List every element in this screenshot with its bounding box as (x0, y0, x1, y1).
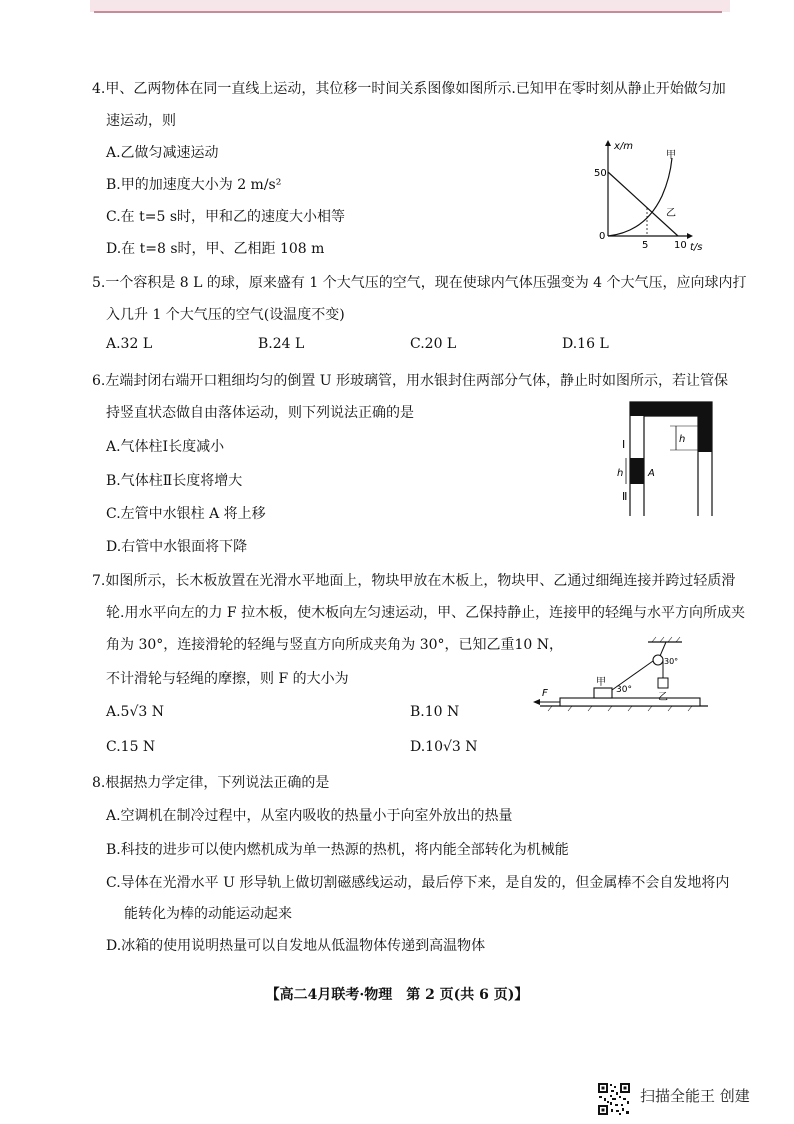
q8-option-d: D.冰箱的使用说明热量可以自发地从低温物体传递到高温物体 (106, 938, 486, 954)
q7-label-f: F (542, 688, 548, 699)
q7-option-d: D.10√3 N (410, 739, 478, 755)
q6-label-I: Ⅰ (622, 438, 626, 451)
q8-option-b: B.科技的进步可以使内燃机成为单一热源的热机，将内能全部转化为机械能 (106, 842, 569, 858)
q4-xt-graph (590, 136, 703, 254)
q8-option-c-line-2: 能转化为棒的动能运动起来 (124, 906, 292, 922)
q5-option-c: C.20 L (410, 336, 457, 352)
q7-option-c: C.15 N (106, 739, 156, 755)
q7-stem-line-2: 轮.用水平向左的力 F 拉木板，使木板向左匀速运动，甲、乙保持静止，连接甲的轻绳与水平方向所成夹 (106, 605, 746, 621)
q6-option-d: D.右管中水银面将下降 (106, 539, 248, 555)
q6-u-tube-figure (614, 396, 718, 518)
q4-y-axis-label: x/m (614, 141, 634, 152)
q6-mercury-top (630, 402, 712, 416)
q8-stem: 8.根据热力学定律，下列说法正确的是 (92, 775, 330, 791)
q7-block-yi (658, 678, 668, 688)
q8-option-a: A.空调机在制冷过程中，从室内吸收的热量小于向室外放出的热量 (106, 808, 513, 824)
q5-stem-line-1: 5.一个容积是 8 L 的球，原来盛有 1 个大气压的空气，现在使球内气体压强变为 4 个大气压，应向球内打 (92, 275, 747, 291)
q4-label-jia: 甲 (666, 150, 676, 161)
q6-label-II: Ⅱ (622, 490, 628, 503)
q7-stem-line-1: 7.如图所示，长木板放置在光滑水平地面上，物块甲放在木板上，物块甲、乙通过细绳连接并跨过轻质滑 (92, 573, 736, 589)
q4-option-b: B.甲的加速度大小为 2 m/s² (106, 177, 282, 193)
q6-stem-line-2: 持竖直状态做自由落体运动，则下列说法正确的是 (106, 405, 414, 421)
q4-stem-line-2: 速运动，则 (106, 113, 176, 129)
q7-label-yi: 乙 (658, 692, 668, 703)
q7-pulley (653, 655, 663, 665)
q7-stem-line-3: 角为 30°，连接滑轮的轻绳与竖直方向所成夹角为 30°，已知乙重10 N， (106, 637, 564, 653)
q6-label-h-left: h (617, 468, 624, 479)
q8-option-c-line-1: C.导体在光滑水平 U 形导轨上做切割磁感线运动，最后停下来，是自发的，但金属棒不会自发地将内 (106, 875, 730, 891)
q4-x-tick-5: 5 (642, 240, 649, 251)
q7-block-jia (594, 688, 612, 698)
q6-mercury-a (630, 458, 644, 484)
q6-mercury-right (698, 416, 712, 452)
q5-option-a: A.32 L (106, 336, 153, 352)
page-footer: 【高二4月联考·物理 第 2 页(共 6 页)】 (265, 987, 529, 1003)
q4-x-axis-label: t/s (690, 242, 703, 253)
q6-option-b: B.气体柱Ⅱ长度将增大 (106, 473, 243, 489)
q4-option-c: C.在 t=5 s时，甲和乙的速度大小相等 (106, 209, 346, 225)
q7-label-jia: 甲 (596, 677, 606, 688)
q7-option-a: A.5√3 N (106, 704, 164, 720)
q7-angle-pulley: 30° (664, 657, 679, 666)
q5-option-d: D.16 L (562, 336, 609, 352)
q6-label-A: A (648, 468, 655, 479)
q4-option-a: A.乙做匀减速运动 (106, 145, 219, 161)
q4-option-d: D.在 t=8 s时，甲、乙相距 108 m (106, 241, 325, 257)
q4-y-tick-50: 50 (594, 168, 607, 179)
q6-option-c: C.左管中水银柱 A 将上移 (106, 506, 266, 522)
watermark-text: 扫描全能王 创建 (640, 1087, 750, 1105)
page-top-edge (0, 0, 794, 14)
q7-board (560, 698, 700, 706)
q6-stem-line-1: 6.左端封闭右端开口粗细均匀的倒置 U 形玻璃管，用水银封住两部分气体，静止时如图所示，若让管保 (92, 373, 729, 389)
q4-stem-line-1: 4.甲、乙两物体在同一直线上运动，其位移一时间关系图像如图所示.已知甲在零时刻从静止开始做匀加 (92, 81, 726, 97)
q4-x-tick-10: 10 (674, 240, 687, 251)
q7-stem-line-4: 不计滑轮与轻绳的摩擦，则 F 的大小为 (106, 671, 349, 687)
q7-angle-block: 30° (616, 685, 632, 695)
q7-pulley-figure (532, 634, 712, 714)
q6-option-a: A.气体柱Ⅰ长度减小 (106, 439, 225, 455)
q5-stem-line-2: 入几升 1 个大气压的空气(设温度不变) (106, 307, 345, 323)
q4-label-yi: 乙 (666, 208, 676, 219)
q6-label-h-right: h (679, 434, 686, 445)
q4-origin-label: 0 (599, 231, 606, 242)
q5-option-b: B.24 L (258, 336, 305, 352)
qr-code-icon (597, 1082, 631, 1116)
q7-option-b: B.10 N (410, 704, 460, 720)
q4-curve-jia (608, 158, 672, 236)
